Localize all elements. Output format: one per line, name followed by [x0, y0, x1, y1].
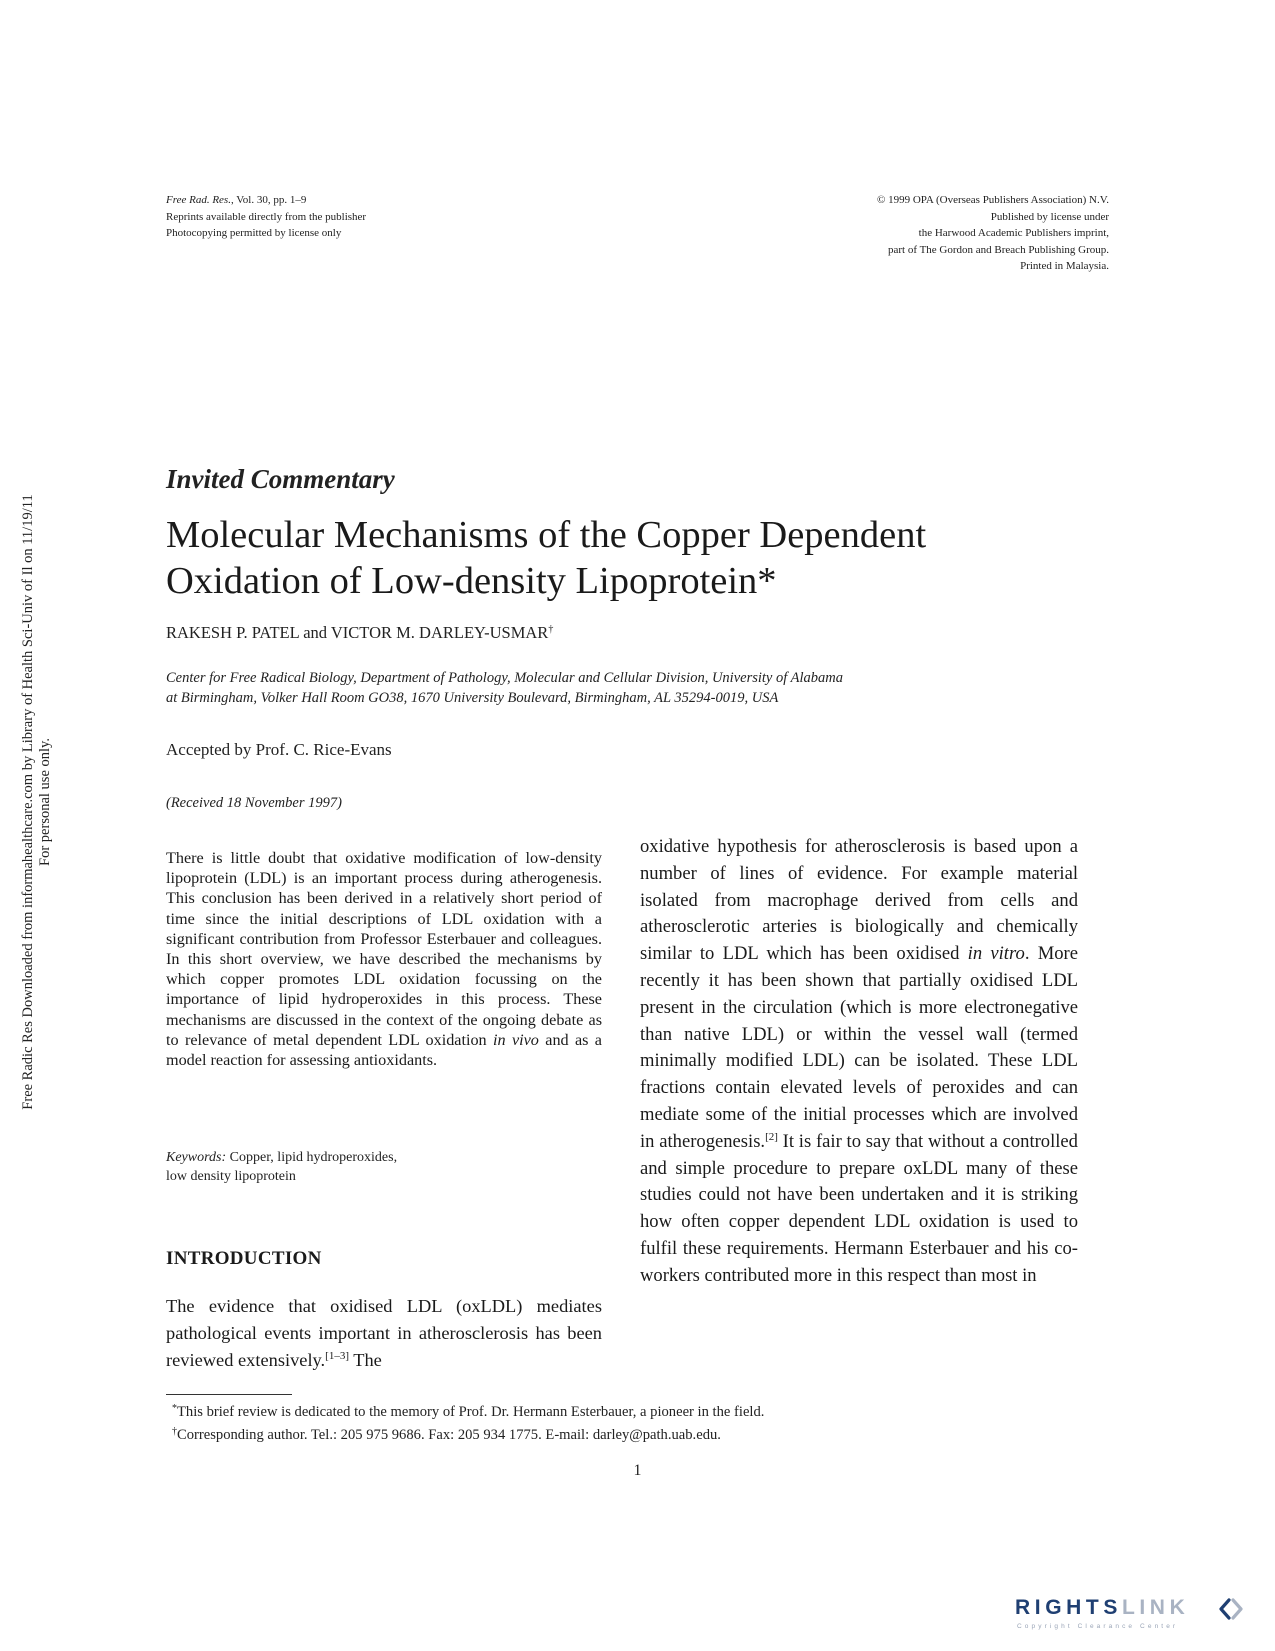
journal-citation — [166, 192, 366, 209]
rightslink-subtitle: Copyright Clearance Center — [1017, 1623, 1179, 1630]
intro-right-italic: in vitro — [967, 943, 1025, 965]
abstract-italic: in vivo — [493, 1030, 539, 1049]
author-names: RAKESH P. PATEL and VICTOR M. DARLEY-USMAR — [166, 623, 549, 642]
article-title — [166, 512, 1026, 604]
keywords-line-2: low density lipoprotein — [166, 1168, 296, 1184]
affiliation-line-2: at Birmingham, Volker Hall Room GO38, 1670 University Boulevard, Birmingham, AL 35294-0019, USA — [166, 690, 779, 706]
footnote-text: This brief review is dedicated to the memory of Prof. Dr. Hermann Esterbauer, a pioneer in the field. — [177, 1404, 765, 1420]
received-date: (Received 18 November 1997) — [166, 795, 342, 811]
section-heading: INTRODUCTION — [166, 1248, 322, 1269]
citation: [1–3] — [325, 1350, 349, 1362]
intro-left-end: The — [348, 1350, 382, 1370]
affiliation-line-1: Center for Free Radical Biology, Department of Pathology, Molecular and Cellular Division, University of Alabama — [166, 670, 843, 686]
photocopy-note: Photocopying permitted by license only — [166, 227, 342, 239]
watermark-line-2: For personal use only. — [37, 738, 53, 866]
journal-info — [166, 192, 366, 242]
corresponding-mark: † — [548, 624, 554, 635]
footnote-rule — [166, 1394, 292, 1395]
rightslink-word-b: LINK — [1121, 1596, 1190, 1619]
rightslink-chevron-icon — [1218, 1597, 1244, 1621]
title-line-2: Oxidation of Low-density Lipoprotein* — [166, 560, 777, 602]
group-line: part of The Gordon and Breach Publishing Group. — [888, 243, 1109, 256]
rightslink-word-a: RIGHTS — [1015, 1596, 1122, 1619]
publisher-info — [877, 192, 1109, 275]
journal-name: Free Rad. Res. — [166, 194, 231, 206]
keywords — [166, 1149, 602, 1186]
footnote-correspondence — [172, 1422, 1092, 1445]
abstract-text-end: and as a model reaction for assessing antioxidants. — [166, 1030, 602, 1070]
rightslink-logo — [1015, 1596, 1245, 1630]
license-line: Published by license under — [990, 210, 1109, 223]
citation: [2] — [765, 1130, 778, 1143]
intro-right-text-1: oxidative hypothesis for atherosclerosis is based upon a number of lines of evidence. For example material isolated from macrophage derived from cells and atherosclerotic arteries is biologically and chemically similar to LDL which has been oxidised — [640, 836, 1078, 965]
title-line-1: Molecular Mechanisms of the Copper Dependent — [166, 514, 927, 556]
footnote-text: Corresponding author. Tel.: 205 975 9686. Fax: 205 934 1775. E-mail: darley@path.uab.edu. — [177, 1427, 721, 1443]
intro-right-text-3: It is fair to say that without a controlled and simple procedure to prepare oxLDL many of these studies could not have been undertaken and it is striking how often copper dependent LDL oxidation is used to fulfil these requirements. Hermann Esterbauer and his co-workers contributed more in this respect than most in — [640, 1130, 1078, 1286]
footnote-mark: † — [172, 1426, 177, 1437]
page-number: 1 — [633, 1462, 642, 1479]
side-watermark — [0, 0, 60, 1651]
imprint-line: the Harwood Academic Publishers imprint, — [918, 227, 1109, 239]
keywords-line-1: Copper, lipid hydroperoxides, — [229, 1150, 398, 1165]
intro-right-text-2: . More recently it has been shown that partially oxidised LDL present in the circulation (which is more electronegative than native LDL) or within the vessel wall (termed minimally modified LDL) can be isolated. These LDL fractions contain elevated levels of peroxides and can mediate some of the initial processes which are involved in atherogenesis. — [640, 943, 1079, 1152]
intro-right-column — [640, 834, 1078, 1290]
abstract — [166, 848, 602, 1070]
journal-volume: , Vol. 30, pp. 1–9 — [230, 194, 307, 206]
watermark-line-1: Free Radic Res Downloaded from informahealthcare.com by Library of Health Sci-Univ of Il on 11/19/11 — [20, 494, 36, 1110]
intro-left-text: The evidence that oxidised LDL (oxLDL) mediates pathological events important in atherosclerosis has been reviewed extensively. — [166, 1296, 602, 1370]
footnotes — [172, 1399, 1092, 1445]
keywords-label: Keywords: — [166, 1150, 227, 1165]
reprints-note: Reprints available directly from the publisher — [166, 210, 367, 223]
intro-left-column — [166, 1293, 602, 1374]
affiliation — [166, 668, 1026, 708]
accepted-by: Accepted by Prof. C. Rice-Evans — [166, 740, 392, 759]
rightslink-wordmark — [1015, 1596, 1189, 1620]
printed-line: Printed in Malaysia. — [1020, 260, 1109, 272]
footnote-mark: * — [172, 1403, 177, 1414]
section-kind: Invited Commentary — [166, 464, 395, 494]
authors — [166, 623, 553, 643]
abstract-text: There is little doubt that oxidative modification of low-density lipoprotein (LDL) is an important process during atherogenesis. This conclusion has been derived in a relatively short period of time since the initial descriptions of LDL oxidation with a significant contribution from Professor Esterbauer and colleagues. In this short overview, we have described the mechanisms by which copper promotes LDL oxidation focussing on the importance of lipid hydroperoxides in this process. These mechanisms are discussed in the context of the ongoing debate as to relevance of metal dependent LDL oxidation — [166, 849, 602, 1049]
footnote-dedication — [172, 1399, 1092, 1422]
copyright-line: © 1999 OPA (Overseas Publishers Association) N.V. — [876, 194, 1109, 206]
